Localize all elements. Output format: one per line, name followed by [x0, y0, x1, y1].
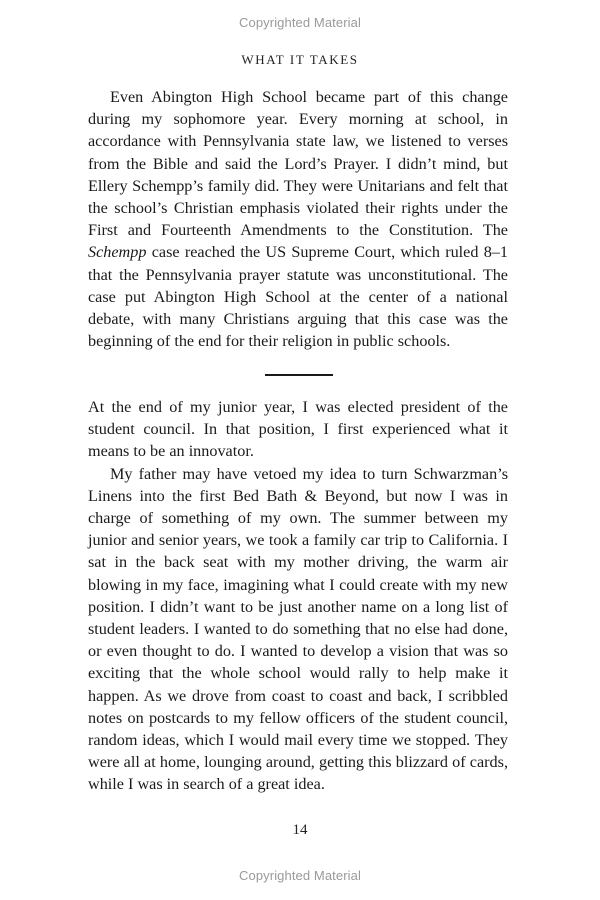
section-break-rule [265, 374, 333, 376]
paragraph-text: case reached the US Supreme Court, which ruled 8–1 that the Pennsylvania prayer statute was unconstitutional. The case put Abington High School at the center of a national debate, with many Christians arguing that this case was the beginning of the end for their religion in public schools. [88, 243, 508, 351]
paragraph [88, 86, 508, 352]
section-2 [88, 396, 508, 796]
case-name-italic: Schempp [88, 243, 147, 262]
paragraph: My father may have vetoed my idea to turn Schwarzman’s Linens into the first Bed Bath & Beyond, but now I was in charge of something of my own. The summer between my junior and senior years, we took a family car trip to California. I sat in the back seat with my mother driving, the warm air blowing in my face, imagining what I could create with my new position. I didn’t want to be just another name on a long list of student leaders. I wanted to do something that no else had done, or even thought to do. I wanted to develop a vision that was so exciting that the whole school would rally to help make it happen. As we drove from coast to coast and back, I scribbled notes on postcards to my fellow officers of the student council, random ideas, which I would mail every time we stopped. They were all at home, lounging around, getting this blizzard of cards, while I was in search of a great idea. [88, 464, 508, 794]
section-1 [88, 86, 508, 352]
page-number: 14 [292, 822, 308, 838]
copyright-watermark-bottom: Copyrighted Material [239, 868, 361, 883]
running-head: WHAT IT TAKES [241, 52, 359, 67]
copyright-watermark-top: Copyrighted Material [239, 15, 361, 30]
paragraph-text: Even Abington High School became part of this change during my sophomore year. Every morning at school, in accordance with Pennsylvania state law, we listened to verses from the Bible and said the Lord’s Prayer. I didn’t mind, but Ellery Schempp’s family did. They were Unitarians and felt that the school’s Christian emphasis violated their rights under the First and Fourteenth Amendments to the Constitution. The [88, 88, 508, 240]
paragraph: At the end of my junior year, I was elected president of the student council. In that position, I first experienced what it means to be an innovator. [88, 398, 508, 461]
